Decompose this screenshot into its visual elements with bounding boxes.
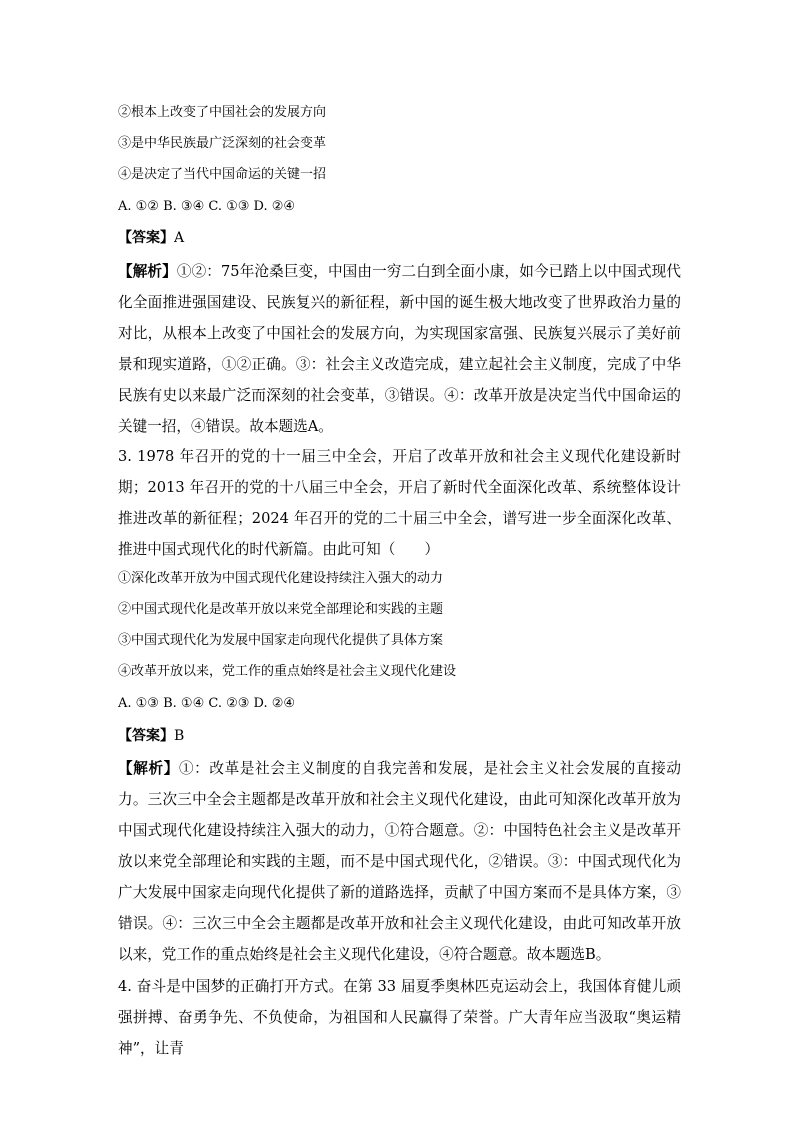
q3-analysis [118, 753, 681, 970]
answer-value: B [174, 728, 185, 744]
answer-value: A [174, 230, 185, 246]
answer-label: 【答案】 [118, 728, 174, 744]
q2-option-3: ③是中华民族最广泛深刻的社会变革 [118, 136, 327, 151]
q2-choices: A. ①② B. ③④ C. ①③ D. ②④ [118, 199, 296, 214]
q2-option-2: ②根本上改变了中国社会的发展方向 [118, 105, 327, 120]
q4-stem: 4. 奋斗是中国梦的正确打开方式。在第 33 届夏季奥林匹克运动会上，我国体育健儿顽强拼搏、奋勇争先、不负使命，为祖国和人民赢得了荣誉。广大青年应当汲取“奥运精神”，让青 [118, 978, 681, 1057]
q3-option-2: ②中国式现代化是改革开放以来党全部理论和实践的主题 [118, 602, 444, 617]
q2-analysis [118, 256, 681, 442]
q2-answer [118, 228, 184, 248]
q3-option-4: ④改革开放以来，党工作的重点始终是社会主义现代化建设 [118, 664, 457, 679]
analysis-label: 【解析】 [118, 760, 179, 777]
q2-option-4: ④是决定了当代中国命运的关键一招 [118, 167, 327, 182]
q3-stem: 3. 1978 年召开的党的十一届三中全会，开启了改革开放和社会主义现代化建设新时期；2013 年召开的党的十八届三中全会，开启了新时代全面深化改革、系统整体设计推进改革的新征程；2024 年召开的党的二十届三中全会，谱写进一步全面深化改革、推进中国式现代化的时代新篇。由此可知（ ） [118, 448, 681, 558]
q3-option-1: ①深化改革开放为中国式现代化建设持续注入强大的动力 [118, 571, 444, 586]
analysis-label: 【解析】 [118, 263, 177, 280]
q3-option-3: ③中国式现代化为发展中国家走向现代化提供了具体方案 [118, 633, 444, 648]
analysis-text: ①②：75年沧桑巨变，中国由一穷二白到全面小康，如今已踏上以中国式现代化全面推进强国建设、民族复兴的新征程，新中国的诞生极大地改变了世界政治力量的对比，从根本上改变了中国社会的发展方向，为实现国家富强、民族复兴展示了美好前景和现实道路，①②正确。③：社会主义改造完成，建立起社会主义制度，完成了中华民族有史以来最广泛而深刻的社会变革，③错误。④：改革开放是决定当代中国命运的关键一招，④错误。故本题选A。 [118, 263, 681, 435]
q3-answer [118, 726, 184, 746]
q3-choices: A. ①③ B. ①④ C. ②③ D. ②④ [118, 696, 296, 711]
analysis-text: ①：改革是社会主义制度的自我完善和发展，是社会主义社会发展的直接动力。三次三中全会主题都是改革开放和社会主义现代化建设，由此可知深化改革开放为中国式现代化建设持续注入强大的动力，①符合题意。②：中国特色社会主义是改革开放以来党全部理论和实践的主题，而不是中国式现代化，②错误。③：中国式现代化为广大发展中国家走向现代化提供了新的道路选择，贡献了中国方案而不是具体方案，③错误。④：三次三中全会主题都是改革开放和社会主义现代化建设，由此可知改革开放以来，党工作的重点始终是社会主义现代化建设，④符合题意。故本题选B。 [118, 760, 681, 963]
answer-label: 【答案】 [118, 230, 174, 246]
